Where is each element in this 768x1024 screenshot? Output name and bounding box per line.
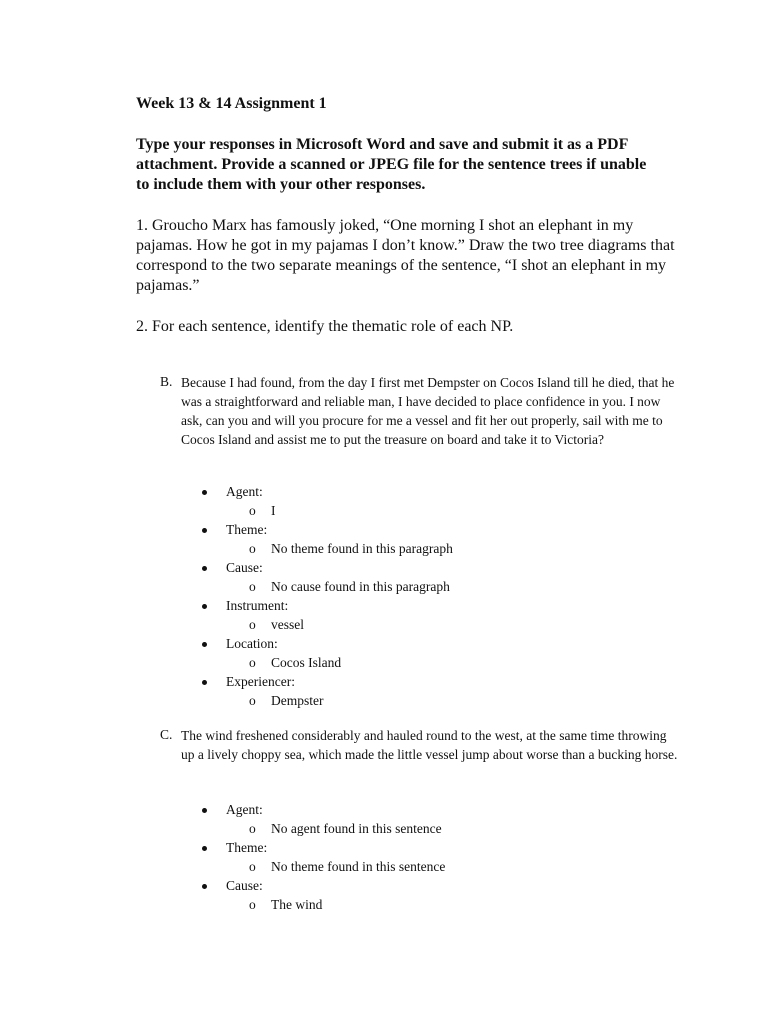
role-label: Experiencer: — [226, 674, 295, 689]
role-label: Instrument: — [226, 598, 289, 613]
sub-bullet-icon: o — [249, 579, 256, 594]
role-answer: No cause found in this paragraph — [271, 579, 450, 594]
role-item — [0, 634, 768, 653]
assignment-title: Week 13 & 14 Assignment 1 — [136, 95, 327, 112]
role-answer-item — [0, 819, 768, 838]
sub-bullet-icon: o — [249, 821, 256, 836]
section-passage: Because I had found, from the day I first met Dempster on Cocos Island till he died, that he was a straightforward and reliable man, I have decided to place confidence in you. I now ask, can you and will you procure for me a vessel and fit her out properly, sail with me to Cocos Island and assist me to put the treasure on board and take it to Victoria? — [181, 375, 675, 447]
role-answer-item — [0, 857, 768, 876]
role-item — [0, 558, 768, 577]
role-item — [0, 672, 768, 691]
sub-bullet-icon: o — [249, 897, 256, 912]
role-answer-item — [0, 577, 768, 596]
section-b-roles — [0, 482, 768, 710]
question-2: 2. For each sentence, identify the thematic role of each NP. — [136, 318, 514, 335]
role-answer: No theme found in this paragraph — [271, 541, 453, 556]
role-answer: The wind — [271, 897, 323, 912]
role-answer-item — [0, 653, 768, 672]
role-label: Cause: — [226, 560, 263, 575]
role-answer: Dempster — [271, 693, 324, 708]
role-label: Location: — [226, 636, 278, 651]
question-1: 1. Groucho Marx has famously joked, “One morning I shot an elephant in my pajamas. How he got in my pajamas I don’t know.” Draw the two tree diagrams that correspond to the two separate meanings of the sentence, “I shot an elephant in my pajamas.” — [136, 217, 675, 294]
section-c-roles — [0, 800, 768, 914]
sub-bullet-icon: o — [249, 503, 256, 518]
section-letter: C. — [160, 727, 173, 742]
role-answer-item — [0, 895, 768, 914]
bullet-icon — [202, 642, 207, 647]
bullet-icon — [202, 884, 207, 889]
section-passage: The wind freshened considerably and hauled round to the west, at the same time throwing up a lively choppy sea, which made the little vessel jump about worse than a bucking horse. — [181, 728, 678, 762]
bullet-icon — [202, 680, 207, 685]
role-answer-item — [0, 539, 768, 558]
sub-bullet-icon: o — [249, 655, 256, 670]
section-letter: B. — [160, 374, 173, 389]
role-item — [0, 838, 768, 857]
sub-bullet-icon: o — [249, 693, 256, 708]
sub-bullet-icon: o — [249, 541, 256, 556]
role-answer-item — [0, 615, 768, 634]
role-answer: No agent found in this sentence — [271, 821, 442, 836]
role-answer: No theme found in this sentence — [271, 859, 446, 874]
role-answer: Cocos Island — [271, 655, 342, 670]
role-item — [0, 482, 768, 501]
bullet-icon — [202, 846, 207, 851]
role-label: Agent: — [226, 802, 263, 817]
role-item — [0, 520, 768, 539]
instructions-paragraph: Type your responses in Microsoft Word and save and submit it as a PDF attachment. Provide a scanned or JPEG file for the sentence trees if unable to include them with your other responses. — [136, 136, 647, 193]
role-answer: I — [271, 503, 276, 518]
sub-bullet-icon: o — [249, 617, 256, 632]
role-answer-item — [0, 691, 768, 710]
role-label: Cause: — [226, 878, 263, 893]
role-item — [0, 800, 768, 819]
bullet-icon — [202, 490, 207, 495]
role-item — [0, 876, 768, 895]
bullet-icon — [202, 604, 207, 609]
role-label: Agent: — [226, 484, 263, 499]
bullet-icon — [202, 528, 207, 533]
bullet-icon — [202, 566, 207, 571]
role-label: Theme: — [226, 840, 268, 855]
role-answer: vessel — [271, 617, 304, 632]
role-label: Theme: — [226, 522, 268, 537]
sub-bullet-icon: o — [249, 859, 256, 874]
bullet-icon — [202, 808, 207, 813]
role-answer-item — [0, 501, 768, 520]
role-item — [0, 596, 768, 615]
